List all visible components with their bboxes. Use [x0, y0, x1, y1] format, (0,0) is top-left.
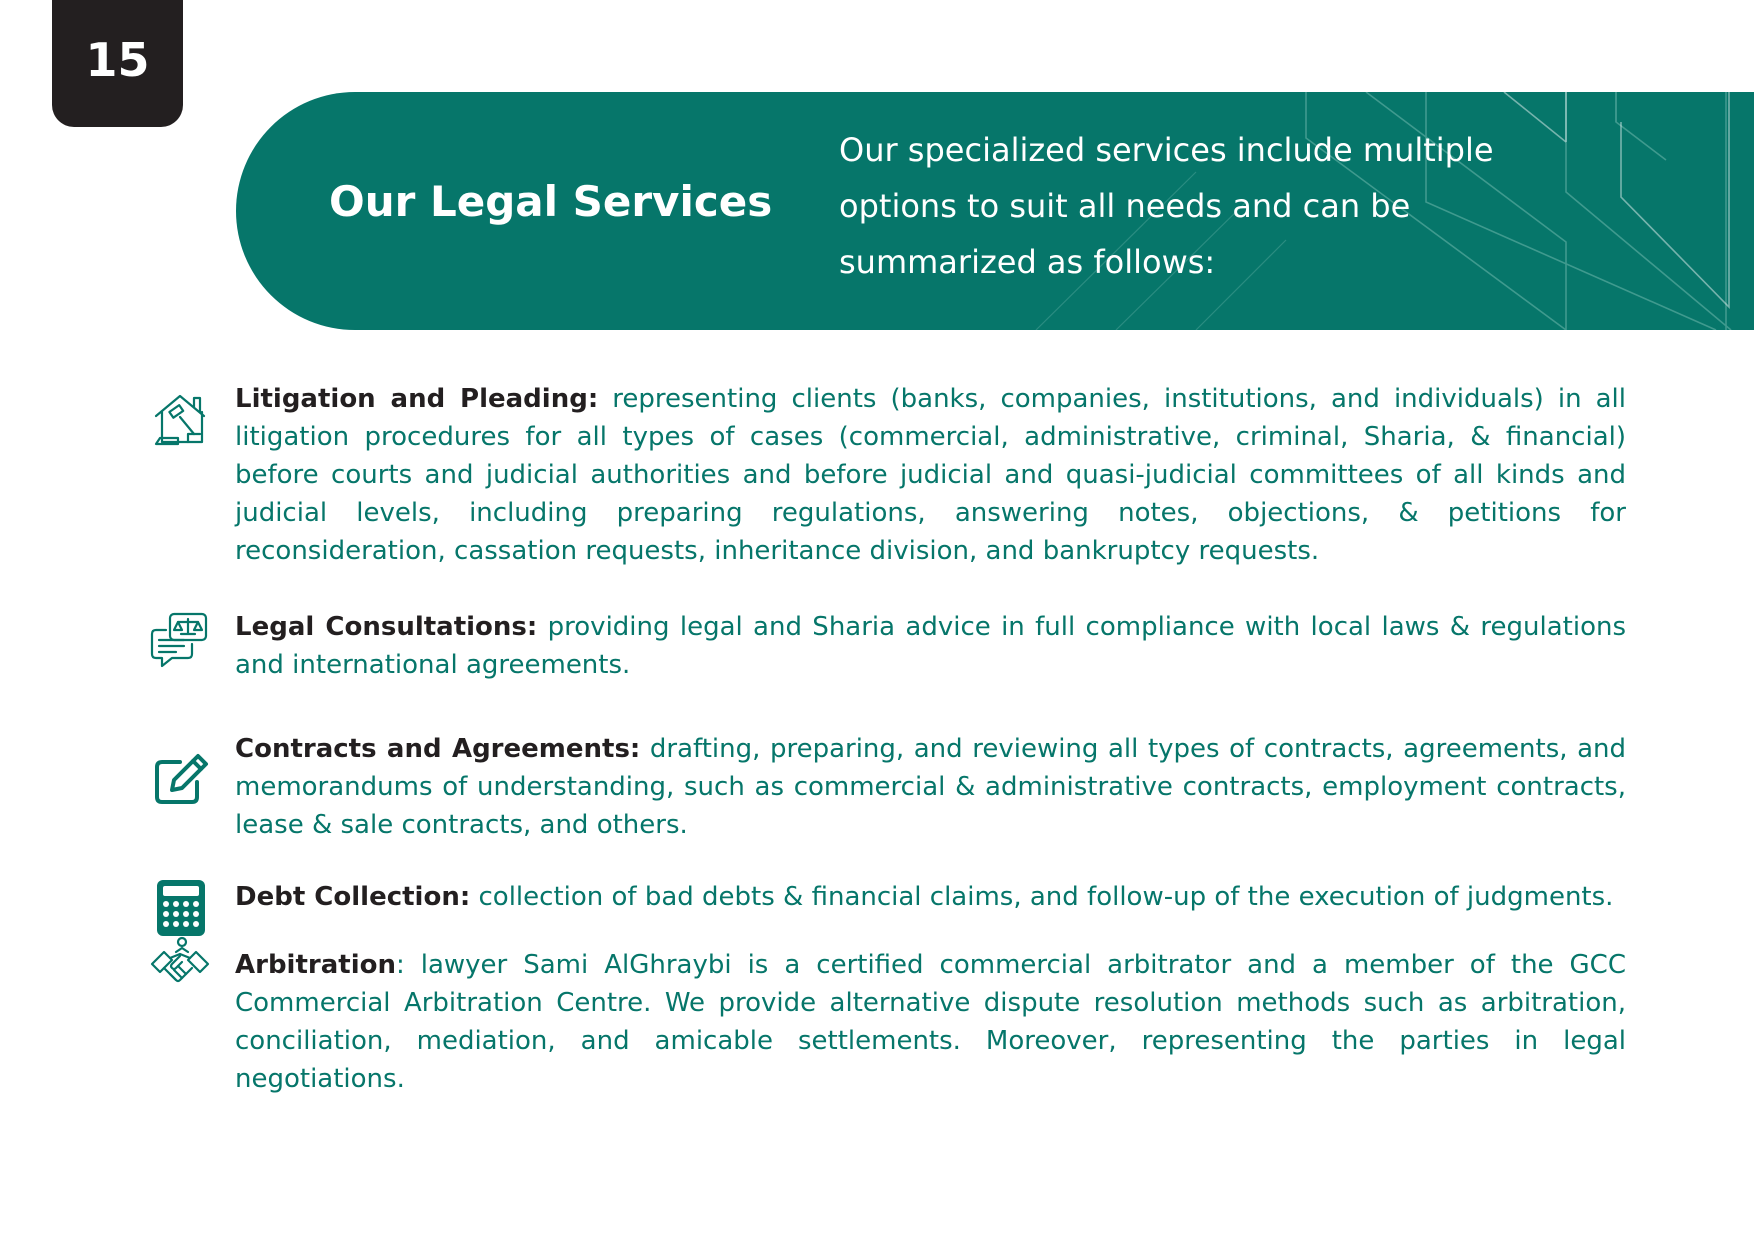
service-description: providing legal and Sharia advice in full compliance with local laws & regulations and international agreements. — [235, 612, 1626, 680]
service-term: Legal Consultations: — [235, 612, 538, 642]
service-item-debt-collection — [150, 878, 1626, 916]
service-description: drafting, preparing, and reviewing all types of contracts, agreements, and memorandums of understanding, such as commercial & administrative contracts, employment contracts, lease & sale contracts, and others. — [235, 734, 1626, 840]
service-description: collection of bad debts & financial claims, and follow-up of the execution of judgments. — [478, 882, 1614, 912]
page-number: 15 — [85, 32, 150, 87]
service-description: : lawyer Sami AlGhraybi is a certified commercial arbitrator and a member of the GCC Commercial Arbitration Centre. We provide alternative dispute resolution methods such as arbitration, conciliation, mediation, and amicable settlements. Moreover, representing the parties in legal negotiations. — [235, 950, 1626, 1094]
service-term: Arbitration — [235, 950, 396, 980]
page-number-badge — [52, 0, 183, 127]
courthouse-gavel-icon — [150, 390, 210, 450]
page-title: Our Legal Services — [329, 177, 773, 226]
calculator-icon — [150, 878, 210, 938]
handshake-icon — [150, 934, 210, 994]
service-term: Debt Collection: — [235, 882, 471, 912]
services-list — [150, 380, 1626, 1098]
banner-intro-text: Our specialized services include multiple options to suit all needs and can be summarized as follows: — [839, 131, 1494, 281]
service-item-consultations — [150, 608, 1626, 684]
services-banner — [236, 92, 1754, 330]
service-item-arbitration — [150, 946, 1626, 1098]
service-term: Contracts and Agreements: — [235, 734, 641, 764]
service-description: representing clients (banks, companies, institutions, and individuals) in all litigation procedures for all types of cases (commercial, administrative, criminal, Sharia, & financial) before courts and judicial authorities and before judicial and quasi-judicial committees of all kinds and judicial levels, including preparing regulations, answering notes, objections, & petitions for reconsideration, cassation requests, inheritance division, and bankruptcy requests. — [235, 384, 1627, 566]
service-term: Litigation and Pleading: — [235, 384, 599, 414]
service-item-contracts — [150, 730, 1626, 844]
edit-document-icon — [150, 750, 210, 810]
service-item-litigation — [150, 380, 1626, 570]
consultation-scales-chat-icon — [150, 610, 210, 670]
